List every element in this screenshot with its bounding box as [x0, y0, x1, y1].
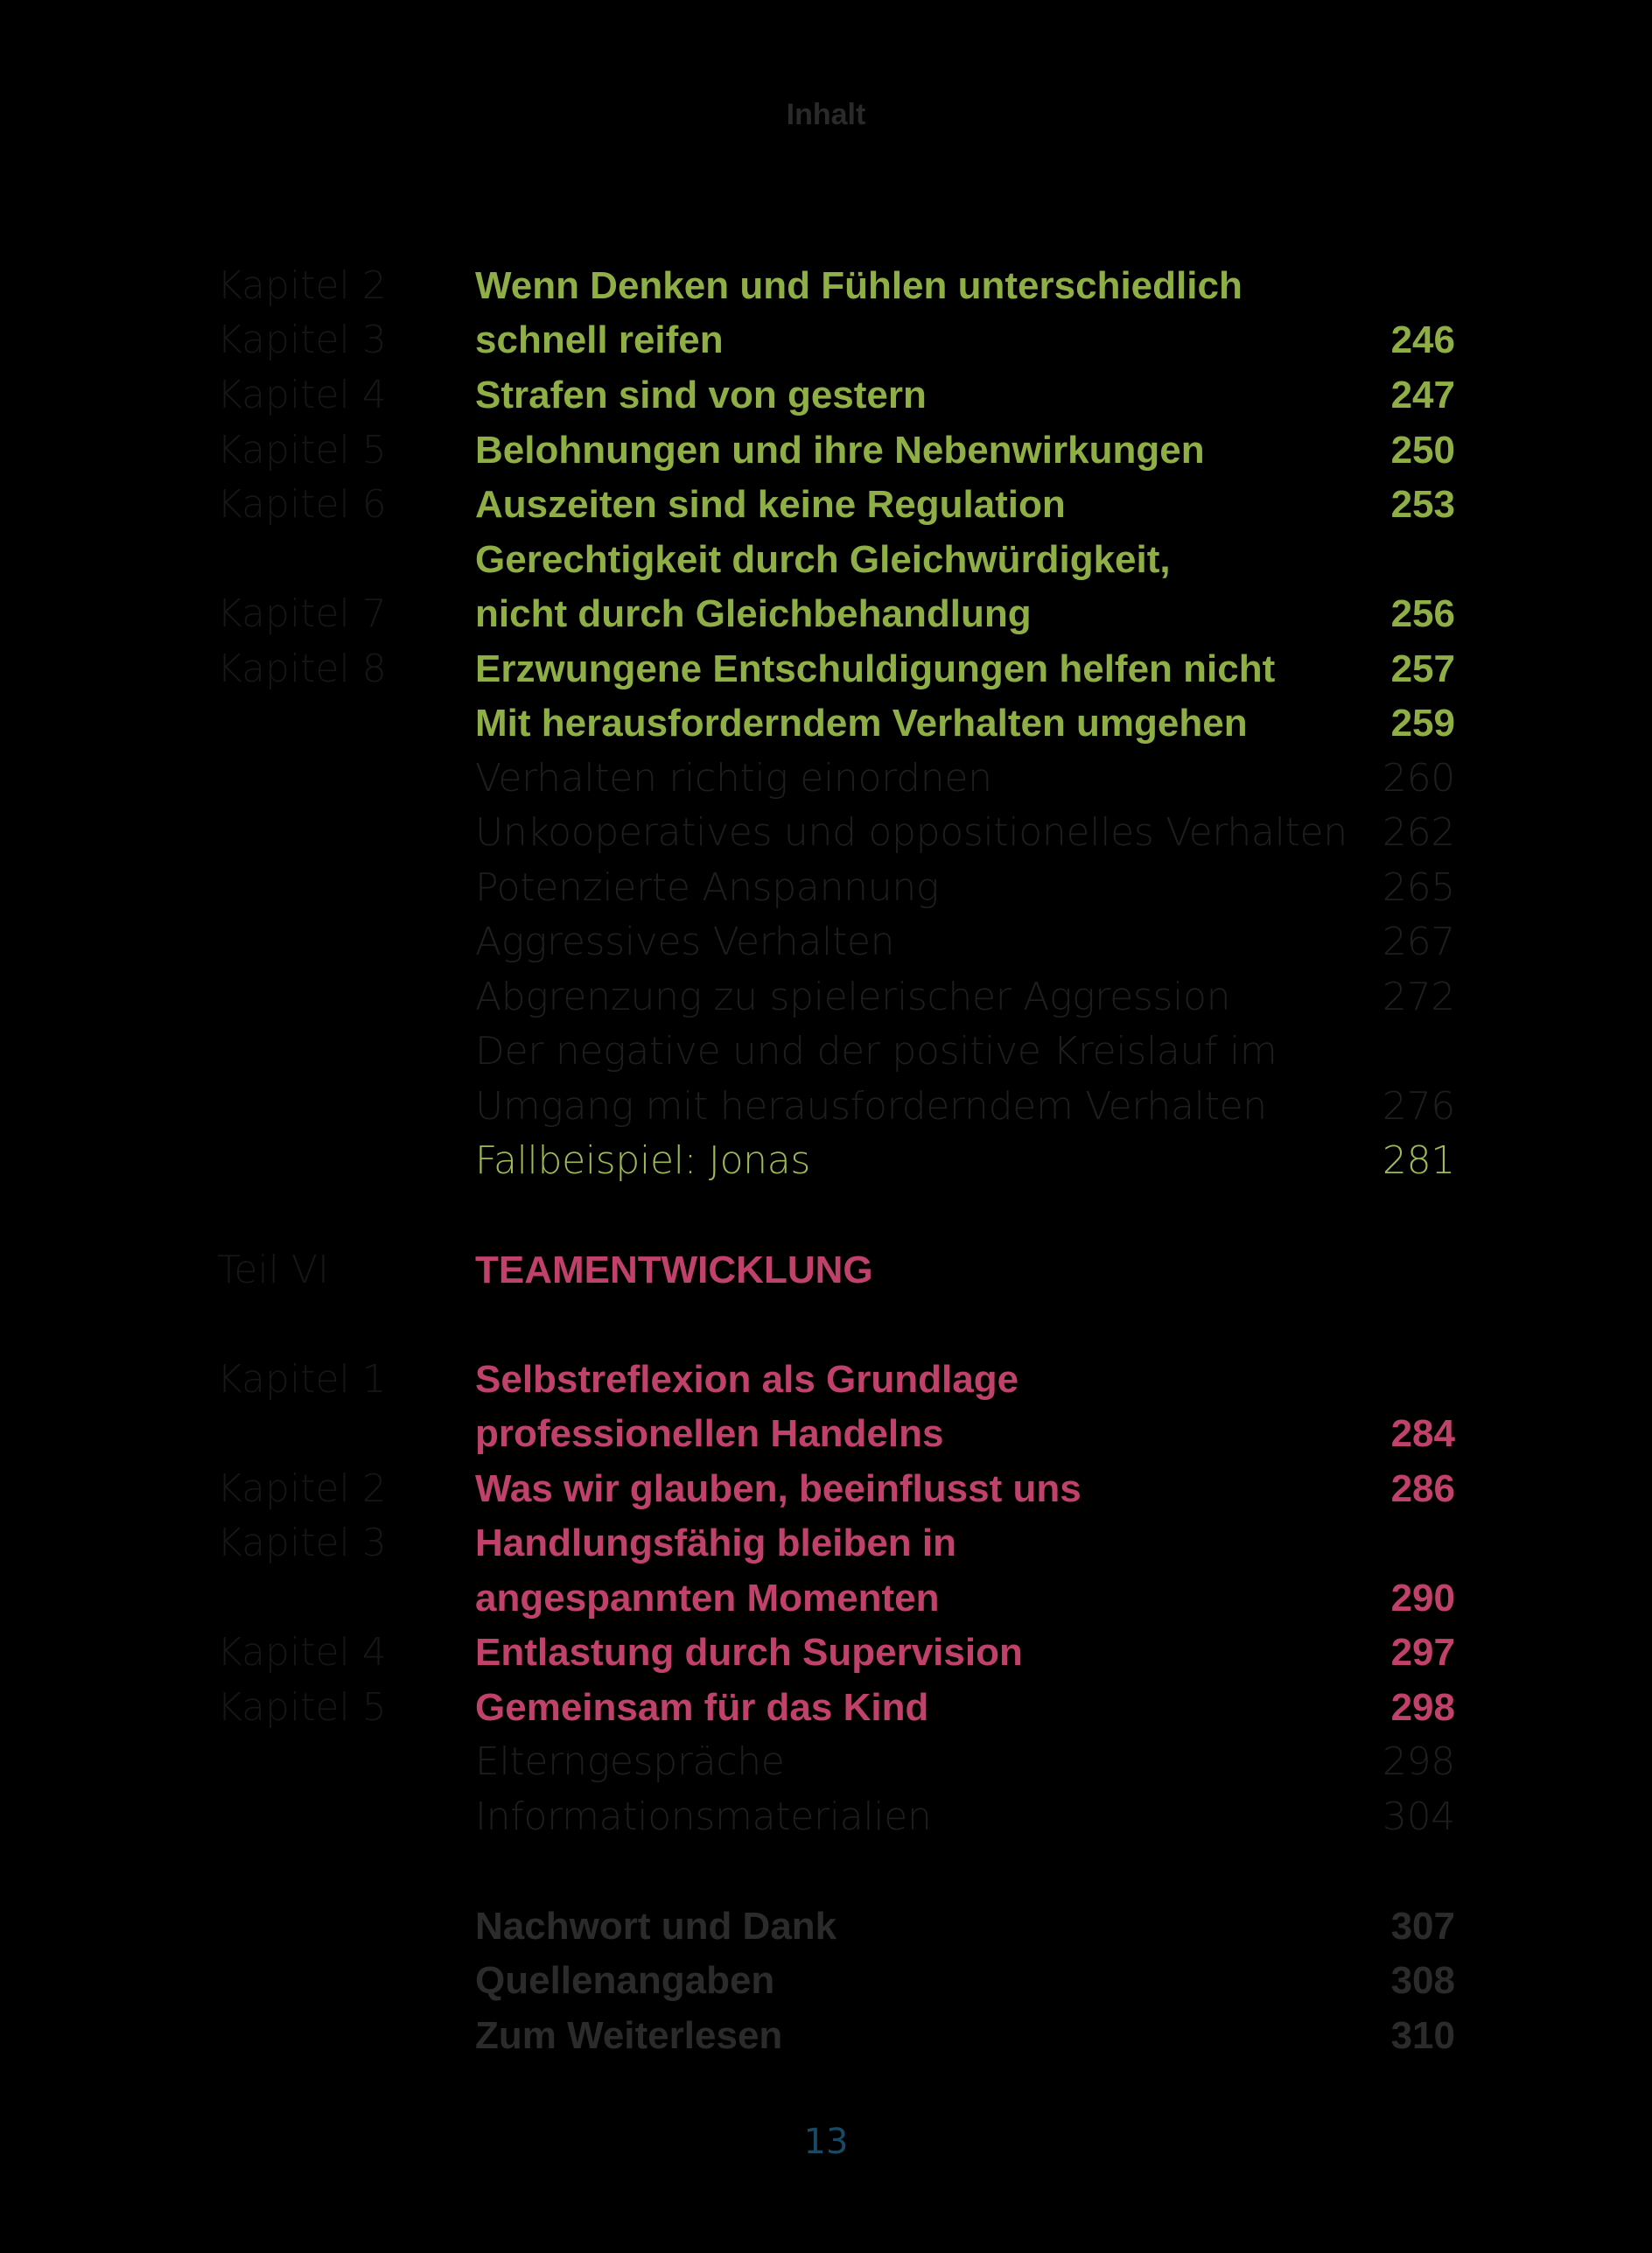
toc-entry-label: Kapitel 7 — [217, 591, 387, 636]
toc-entry-page: 276 — [1382, 1084, 1455, 1129]
toc-entry-page: 260 — [1382, 756, 1455, 801]
toc-entry-label: Kapitel 3 — [217, 318, 387, 362]
toc-entry — [0, 642, 1652, 696]
toc-entry-page: 310 — [1390, 2014, 1455, 2057]
toc-entry-title: Nachwort und Dank — [475, 1905, 837, 1948]
toc-entry-page: 259 — [1390, 702, 1455, 745]
toc-entry — [0, 1025, 1652, 1079]
toc-entry — [0, 1462, 1652, 1516]
toc-entry — [0, 1134, 1652, 1188]
toc-entry-label: Kapitel 5 — [217, 428, 387, 472]
toc-entry-page: 247 — [1390, 374, 1455, 416]
toc-entry — [0, 1243, 1652, 1298]
toc-entry-label: Kapitel 4 — [217, 373, 387, 417]
running-header: Inhalt — [786, 98, 866, 131]
toc-entry-title: professionellen Handelns — [475, 1412, 944, 1455]
toc-entry-title: angespannten Momenten — [475, 1577, 940, 1620]
toc-entry-page: 267 — [1382, 920, 1455, 964]
toc-entry-title: Zum Weiterlesen — [475, 2014, 783, 2057]
toc-entry-page: 286 — [1390, 1467, 1455, 1510]
toc-entry-title: Gerechtigkeit durch Gleichwürdigkeit, — [475, 538, 1171, 581]
toc-entry-label: Kapitel 1 — [217, 1357, 387, 1402]
toc-entry — [0, 752, 1652, 806]
toc-entry-title: Potenzierte Anspannung — [475, 865, 940, 910]
toc-entry — [0, 1681, 1652, 1735]
toc-entry — [0, 970, 1652, 1025]
toc-entry-label: Teil VI — [217, 1248, 329, 1292]
toc-entry-page: 265 — [1382, 865, 1455, 910]
toc-entry-title: Selbstreflexion als Grundlage — [475, 1358, 1019, 1401]
toc-entry — [0, 478, 1652, 532]
toc-entry-title: Strafen sind von gestern — [475, 374, 927, 416]
toc-entry — [0, 423, 1652, 478]
toc-entry-label: Kapitel 3 — [217, 1521, 387, 1565]
toc-entry-page: 253 — [1390, 483, 1455, 526]
toc-entry-page: 246 — [1390, 318, 1455, 361]
toc-entry-page: 298 — [1390, 1686, 1455, 1729]
toc-entry — [0, 2009, 1652, 2063]
toc-entry — [0, 368, 1652, 423]
toc-entry-label: Kapitel 8 — [217, 647, 387, 691]
toc-entry-title: Unkooperatives und oppositionelles Verhalten — [475, 810, 1348, 855]
toc-entry-title: Belohnungen und ihre Nebenwirkungen — [475, 429, 1205, 472]
toc-entry-title: Handlungsfähig bleiben in — [475, 1522, 956, 1564]
toc-entry — [0, 1407, 1652, 1461]
toc-entry-page: 250 — [1390, 429, 1455, 472]
toc-entry-page: 262 — [1382, 810, 1455, 855]
toc-entry-title: Erzwungene Entschuldigungen helfen nicht — [475, 647, 1276, 690]
toc-entry-page: 308 — [1390, 1959, 1455, 2002]
toc-entry-title: Der negative und der positive Kreislauf im — [475, 1029, 1278, 1074]
toc-entry-page: 281 — [1382, 1138, 1455, 1183]
toc-entry — [0, 1735, 1652, 1789]
toc-entry-title: Wenn Denken und Fühlen unterschiedlich — [475, 264, 1242, 307]
toc-entry-page: 284 — [1390, 1412, 1455, 1455]
toc-entry — [0, 861, 1652, 915]
toc-entry-title: Fallbeispiel: Jonas — [475, 1138, 811, 1183]
toc-entry-page: 307 — [1390, 1905, 1455, 1948]
toc-entry — [0, 533, 1652, 587]
toc-entry — [0, 696, 1652, 751]
toc-entry-label: Kapitel 6 — [217, 482, 387, 527]
toc-entry-label: Kapitel 2 — [217, 263, 387, 308]
toc-entry — [0, 915, 1652, 969]
toc-entry — [0, 587, 1652, 641]
toc-entry-title: Was wir glauben, beeinflusst uns — [475, 1467, 1082, 1510]
toc-entry-title: Mit herausforderndem Verhalten umgehen — [475, 702, 1248, 745]
toc-entry — [0, 259, 1652, 313]
toc-entry — [0, 1353, 1652, 1407]
toc-entry-page: 304 — [1382, 1795, 1455, 1839]
page-number: 13 — [803, 2122, 849, 2162]
toc-entry-title: Informationsmaterialien — [475, 1795, 932, 1839]
toc-entry-page: 298 — [1382, 1739, 1455, 1784]
toc-entry-page: 290 — [1390, 1577, 1455, 1620]
toc-entry-title: Gemeinsam für das Kind — [475, 1686, 929, 1729]
toc-entry-title: Aggressives Verhalten — [475, 920, 895, 964]
toc-entry — [0, 1900, 1652, 1954]
toc-entry-page: 272 — [1382, 975, 1455, 1019]
toc-entry-page: 257 — [1390, 647, 1455, 690]
toc-entry-title: Umgang mit herausforderndem Verhalten — [475, 1084, 1267, 1129]
toc-entry-title: schnell reifen — [475, 318, 724, 361]
toc-entry-label: Kapitel 4 — [217, 1630, 387, 1675]
toc-entry-title: nicht durch Gleichbehandlung — [475, 592, 1032, 635]
toc-entry-title: Abgrenzung zu spielerischer Aggression — [475, 975, 1231, 1019]
toc-entry — [0, 1954, 1652, 2008]
toc-entry — [0, 1080, 1652, 1134]
toc-entry — [0, 1626, 1652, 1680]
toc-entry-label: Kapitel 2 — [217, 1466, 387, 1511]
toc-entry-title: Quellenangaben — [475, 1959, 775, 2002]
toc-entry-title: Auszeiten sind keine Regulation — [475, 483, 1066, 526]
toc-entry — [0, 313, 1652, 367]
toc-entry — [0, 806, 1652, 860]
toc-entry-title: TEAMENTWICKLUNG — [475, 1249, 873, 1291]
toc-entry-title: Entlastung durch Supervision — [475, 1631, 1023, 1674]
toc-entry — [0, 1516, 1652, 1571]
toc-entry-title: Verhalten richtig einordnen — [475, 756, 992, 801]
toc-entry — [0, 1571, 1652, 1626]
toc-entry-page: 256 — [1390, 592, 1455, 635]
toc-entry-label: Kapitel 5 — [217, 1685, 387, 1730]
toc-entry-title: Elterngespräche — [475, 1739, 785, 1784]
toc-entry — [0, 1790, 1652, 1844]
toc-entry-page: 297 — [1390, 1631, 1455, 1674]
